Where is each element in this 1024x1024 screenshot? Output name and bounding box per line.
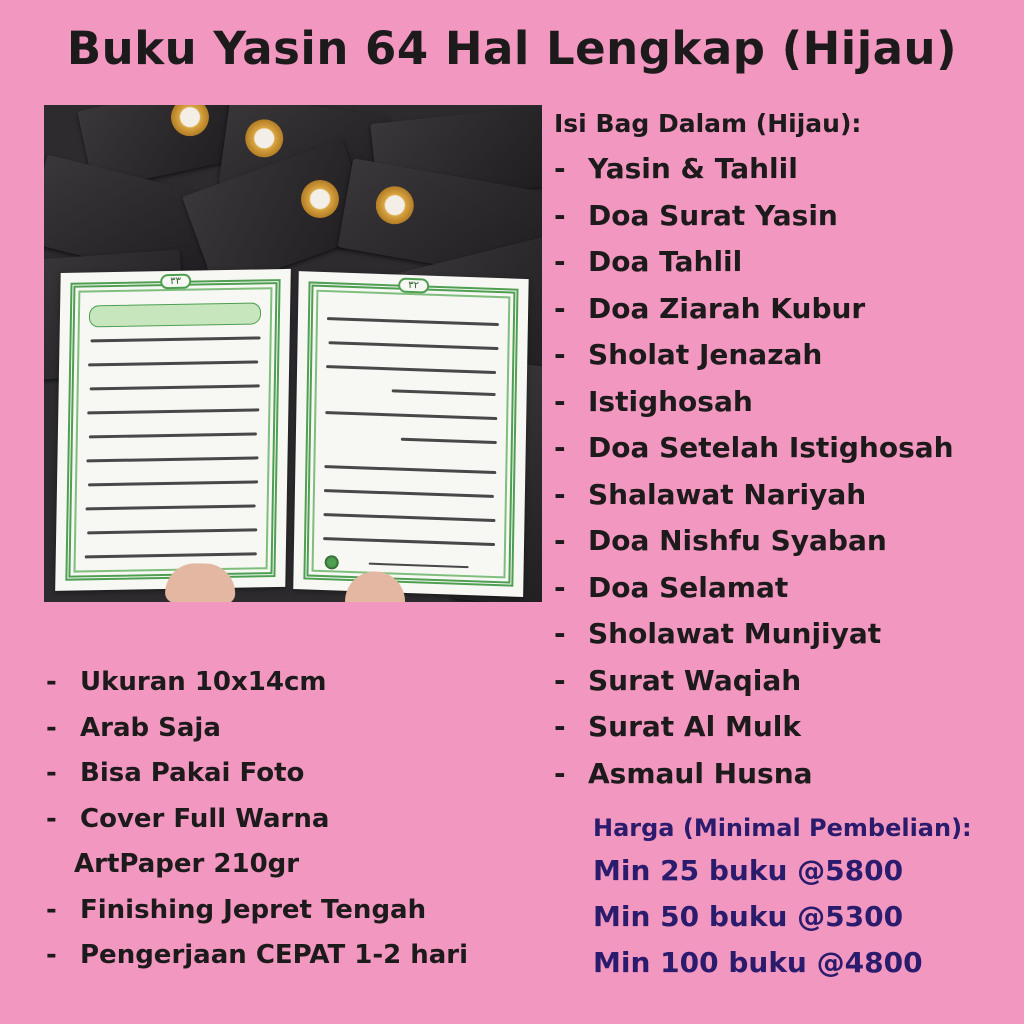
list-item: - Yasin & Tahlil xyxy=(554,152,798,185)
product-photo xyxy=(44,105,542,602)
list-item: - Doa Ziarah Kubur xyxy=(554,291,866,325)
price-tier: Min 100 buku @4800 xyxy=(593,946,923,979)
page-number: ٣٢ xyxy=(398,278,429,294)
list-item: - Doa Tahlil xyxy=(554,245,743,278)
open-yasin-book xyxy=(55,261,531,599)
right-page xyxy=(293,271,528,597)
list-item: - Surat Al Mulk xyxy=(554,710,801,743)
cover-emblem-icon xyxy=(243,117,286,160)
list-item: - Sholat Jenazah xyxy=(554,338,823,371)
contents-list xyxy=(554,106,954,797)
list-item: - Doa Surat Yasin xyxy=(554,198,838,232)
list-item: - Asmaul Husna xyxy=(554,756,813,790)
page-number: ٣٣ xyxy=(160,274,191,290)
page-heading-band xyxy=(89,302,261,327)
spec-item: - Bisa Pakai Foto xyxy=(46,758,305,788)
list-item: - Shalawat Nariyah xyxy=(554,477,867,511)
cover-emblem-icon xyxy=(167,105,212,140)
spec-item: - Arab Saja xyxy=(46,712,221,743)
list-item: - Doa Nishfu Syaban xyxy=(554,524,887,557)
spec-item: - Finishing Jepret Tengah xyxy=(46,894,427,925)
pricing-heading: Harga (Minimal Pembelian): xyxy=(593,814,972,842)
pricing-section xyxy=(593,808,972,986)
cover-emblem-icon xyxy=(296,175,345,224)
spec-item: - Ukuran 10x14cm xyxy=(46,667,327,697)
price-tier: Min 50 buku @5300 xyxy=(593,900,904,933)
contents-heading: Isi Bag Dalam (Hijau): xyxy=(554,109,862,138)
list-item: - Doa Setelah Istighosah xyxy=(554,431,954,464)
cover-emblem-icon xyxy=(373,183,417,227)
left-page xyxy=(55,269,291,591)
list-item: - Doa Selamat xyxy=(554,570,789,604)
list-item: - Sholawat Munjiyat xyxy=(554,617,882,650)
page-title: Buku Yasin 64 Hal Lengkap (Hijau) xyxy=(66,22,958,75)
specs-list xyxy=(46,660,468,979)
spec-item-continuation: ArtPaper 210gr xyxy=(74,849,300,879)
list-item: - Surat Waqiah xyxy=(554,663,802,697)
spec-item: - Cover Full Warna xyxy=(46,803,330,834)
list-item: - Istighosah xyxy=(554,384,753,418)
price-tier: Min 25 buku @5800 xyxy=(593,854,904,887)
spec-item: - Pengerjaan CEPAT 1-2 hari xyxy=(46,940,469,970)
